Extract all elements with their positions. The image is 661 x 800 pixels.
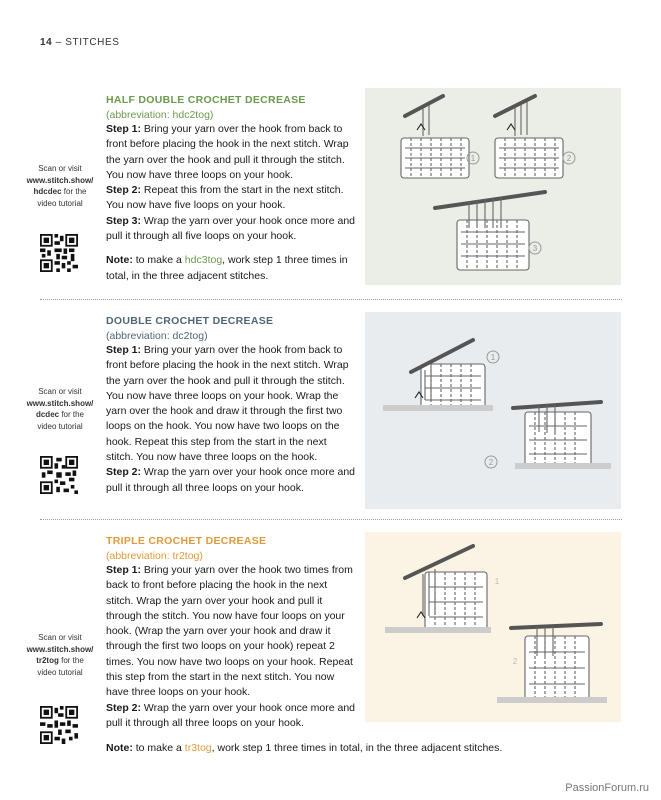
step-text: Bring your yarn over the hook from back to front before placing the hook in the next stitch. Wrap the yarn over the hook and pull it through the stitch. You now have three loops on your hook. Wrap the yarn over the hook and draw it through the first two loops on the hook. You now have two loops on the hook. Repeat this step from the start in the next stitch. You now have three loops on the hook. bbox=[106, 344, 349, 464]
dc-decrease-illustration bbox=[365, 312, 621, 509]
section-steps bbox=[106, 122, 356, 284]
step-text: Repeat this from the start in the next stitch. You now have five loops on your hook. bbox=[106, 184, 344, 212]
section-note bbox=[106, 253, 356, 284]
figure-label: 2 bbox=[488, 458, 494, 467]
page-number: 14 bbox=[40, 37, 53, 48]
section-note bbox=[106, 741, 626, 756]
video-url[interactable]: www.stitch.show/ bbox=[26, 644, 94, 654]
figure-label: 1 bbox=[494, 577, 500, 586]
qr-code-icon[interactable] bbox=[40, 456, 78, 494]
step-label: Step 2: bbox=[106, 184, 142, 197]
step-label: Step 2: bbox=[106, 466, 142, 479]
video-url[interactable]: www.stitch.show/ bbox=[26, 175, 94, 185]
step-text: Bring your yarn over the hook two times from back to front before placing the hook in the next stitch. Wrap the yarn over your hook and pull it through the stitch. You now have four loops on your hook. (Wrap the yarn over your hook and draw it through the first two loops on your hook) repeat 2 times. You now have two loops on your hook. Repeat this step from the start in the next stitch. You now have three loops on your hook. bbox=[106, 564, 353, 699]
section-abbreviation: (abbreviation: hdc2tog) bbox=[106, 109, 214, 121]
step-paragraph bbox=[106, 214, 356, 245]
video-url-slug[interactable]: dcdec bbox=[35, 410, 60, 419]
section-divider bbox=[40, 299, 622, 300]
video-link-block[interactable] bbox=[18, 163, 102, 209]
note-text: to make a bbox=[132, 254, 185, 267]
section-abbreviation: (abbreviation: tr2tog) bbox=[106, 550, 203, 562]
step-label: Step 1: bbox=[106, 344, 142, 356]
figure-label: 2 bbox=[566, 154, 572, 163]
step-text: Wrap the yarn over your hook once more and pull it through all three loops on your hook. bbox=[106, 466, 356, 494]
video-url[interactable]: www.stitch.show/ bbox=[26, 398, 94, 408]
figure-label: 1 bbox=[490, 353, 496, 362]
scan-text: video tutorial bbox=[37, 667, 83, 677]
qr-code-icon[interactable] bbox=[40, 234, 78, 272]
note-label: Note: bbox=[106, 742, 133, 754]
video-url-slug[interactable]: hdcdec bbox=[33, 187, 62, 196]
scan-text: Scan or visit bbox=[38, 164, 82, 173]
hdc-decrease-illustration bbox=[365, 88, 621, 285]
step-label: Step 1: bbox=[106, 123, 142, 135]
note-text: to make a bbox=[132, 742, 185, 754]
step-label: Step 1: bbox=[106, 564, 142, 576]
step-paragraph bbox=[106, 183, 356, 214]
figure-label: 2 bbox=[512, 657, 518, 666]
note-text: , work step 1 three times in total, in the three adjacent stitches. bbox=[106, 254, 348, 282]
figure-label: 1 bbox=[470, 154, 476, 163]
step-paragraph bbox=[106, 563, 356, 701]
scan-text: for the bbox=[63, 187, 87, 196]
figure-label: 3 bbox=[532, 244, 538, 253]
scan-text: Scan or visit bbox=[38, 387, 82, 396]
watermark: PassionForum.ru bbox=[565, 782, 649, 794]
step-paragraph bbox=[106, 122, 356, 183]
section-title: DOUBLE CROCHET DECREASE bbox=[106, 315, 274, 327]
step-label: Step 3: bbox=[106, 214, 142, 227]
scan-text: video tutorial bbox=[37, 421, 83, 431]
note-label: Note: bbox=[106, 254, 133, 267]
step-paragraph bbox=[106, 343, 356, 465]
section-title: TRIPLE CROCHET DECREASE bbox=[106, 535, 267, 547]
scan-text: for the bbox=[61, 656, 84, 665]
note-highlight: hdc3tog bbox=[184, 254, 223, 267]
step-paragraph bbox=[106, 701, 356, 732]
note-text: , work step 1 three times in total, in the three adjacent stitches. bbox=[211, 742, 503, 754]
step-paragraph bbox=[106, 465, 356, 496]
note-highlight: tr3tog bbox=[184, 742, 212, 754]
section-abbreviation: (abbreviation: dc2tog) bbox=[106, 330, 208, 342]
header-separator: – bbox=[52, 37, 66, 48]
qr-code-icon[interactable] bbox=[40, 706, 78, 744]
scan-text: video tutorial bbox=[37, 198, 83, 208]
scan-text: Scan or visit bbox=[38, 633, 82, 642]
step-text: Bring your yarn over the hook from back to front before placing the hook in the next stitch. Wrap the yarn over the hook and pull it through the stitch. You now have three loops on your hook. bbox=[106, 123, 349, 181]
section-steps bbox=[106, 343, 356, 496]
tr-decrease-illustration bbox=[365, 532, 621, 722]
video-link-block[interactable] bbox=[18, 386, 102, 432]
step-text: Wrap the yarn over your hook once more and pull it through all three loops on your hook. bbox=[106, 701, 356, 729]
step-text: Wrap the yarn over your hook once more and pull it through all five loops on your hook. bbox=[106, 214, 356, 243]
video-url-slug[interactable]: tr2tog bbox=[36, 656, 59, 665]
section-title: HALF DOUBLE CROCHET DECREASE bbox=[106, 94, 306, 106]
video-link-block[interactable] bbox=[18, 632, 102, 678]
step-label: Step 2: bbox=[106, 701, 142, 714]
scan-text: for the bbox=[61, 410, 85, 419]
section-divider bbox=[40, 519, 622, 520]
page-header bbox=[40, 37, 120, 48]
section-name: STITCHES bbox=[65, 37, 120, 48]
section-steps bbox=[106, 563, 356, 731]
